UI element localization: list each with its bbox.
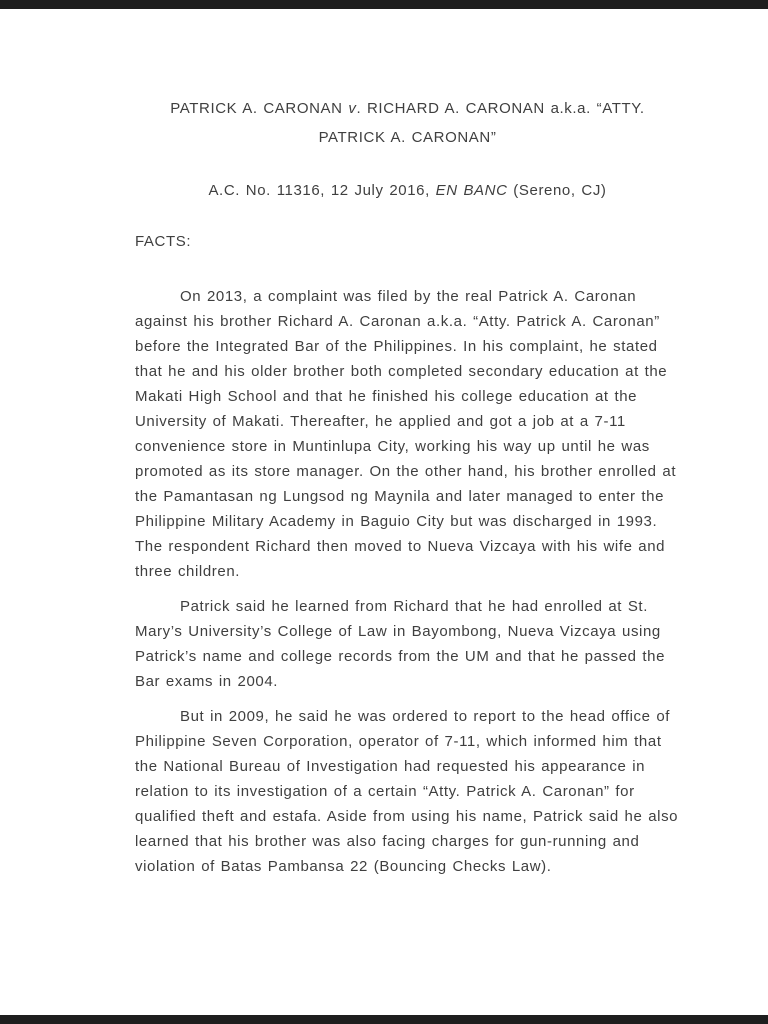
facts-heading: FACTS:	[135, 233, 192, 250]
facts-paragraph-2: Patrick said he learned from Richard that he had enrolled at St. Mary’s University’s College of Law in Bayombong, Nueva Vizcaya using Patrick’s name and college records from the UM and that he passed the Bar exams in 2004.	[135, 598, 666, 690]
facts-paragraph-3: But in 2009, he said he was ordered to report to the head office of Philippine Seven Corporation, operator of 7-11, which informed him that the National Bureau of Investigation had requested his appearance in relation to its investigation of a certain “Atty. Patrick A. Caronan” for qualified theft and estafa. Aside from using his name, Patrick said he also learned that his brother was also facing charges for gun-running and violation of Batas Pambansa 22 (Bouncing Checks Law).	[135, 708, 679, 875]
case-citation-part1: A.C. No. 11316, 12 July 2016,	[208, 182, 436, 199]
facts-paragraph-1: On 2013, a complaint was filed by the real Patrick A. Caronan against his brother Richard A. Caronan a.k.a. “Atty. Patrick A. Caronan” before the Integrated Bar of the Philippines. In his complaint, he stated that he and his older brother both completed secondary education at the Makati High School and that he finished his college education at the University of Makati. Thereafter, he applied and got a job at a 7-11 convenience store in Muntinlupa City, working his way up until he was promoted as its store manager. On the other hand, his brother enrolled at the Pamantasan ng Lungsod ng Maynila and later managed to enter the Philippine Military Academy in Baguio City but was discharged in 1993. The respondent Richard then moved to Nueva Vizcaya with his wife and three children.	[135, 288, 677, 580]
case-citation	[135, 182, 680, 199]
case-citation-enbanc: EN BANC	[435, 182, 508, 199]
case-citation-part2: (Sereno, CJ)	[507, 182, 607, 199]
case-title-part2: . RICHARD A. CARONAN a.k.a. “ATTY. PATRICK A. CARONAN”	[318, 100, 645, 146]
case-title	[135, 94, 680, 152]
document-page	[0, 9, 768, 1015]
case-title-versus: v	[348, 100, 357, 117]
case-title-part1: PATRICK A. CARONAN	[170, 100, 349, 117]
